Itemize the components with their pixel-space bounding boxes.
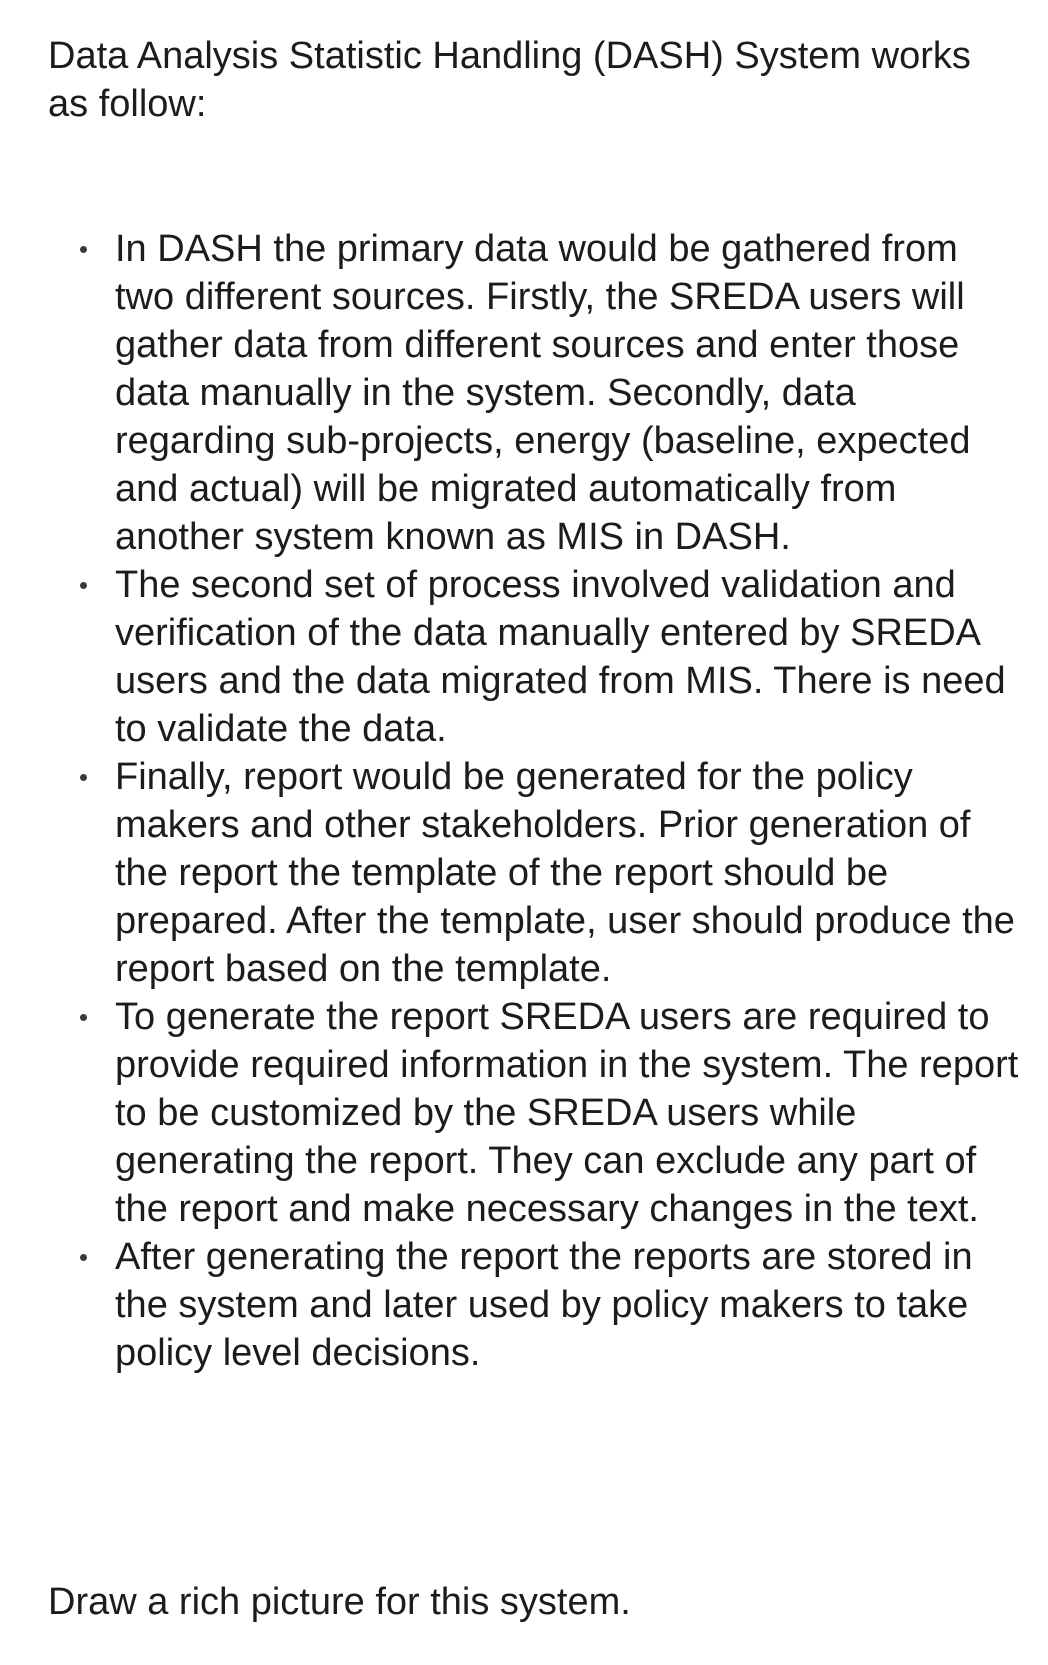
list-item [0,225,1020,561]
list-item [0,561,1020,753]
list-item-text: The second set of process involved validation and verification of the data manually entered by SREDA users and the data migrated from MIS. There is need to validate the data. [115,564,1006,750]
list-item [0,993,1020,1233]
bullet-list [0,225,1048,1377]
list-item-text: To generate the report SREDA users are required to provide required information in the system. The report to be customized by the SREDA users while generating the report. They can exclude any part of the report and make necessary changes in the text. [115,996,1019,1230]
bullet-dot-icon [80,774,87,781]
list-item-text: In DASH the primary data would be gathered from two different sources. Firstly, the SREDA users will gather data from different sources and enter those data manually in the system. Secondly, data regarding sub-projects, energy (baseline, expected and actual) will be migrated automatically from another system known as MIS in DASH. [115,228,971,558]
list-item-text: After generating the report the reports are stored in the system and later used by policy makers to take policy level decisions. [115,1236,973,1374]
list-item [0,753,1020,993]
list-item-text: Finally, report would be generated for the policy makers and other stakeholders. Prior generation of the report the template of the report should be prepared. After the template, user should produce the report based on the template. [115,756,1015,990]
closing-instruction: Draw a rich picture for this system. [48,1581,631,1623]
bullet-dot-icon [80,582,87,589]
bullet-dot-icon [80,246,87,253]
bullet-dot-icon [80,1254,87,1261]
list-item [0,1233,1020,1377]
bullet-dot-icon [80,1014,87,1021]
intro-paragraph: Data Analysis Statistic Handling (DASH) System works as follow: [48,35,971,125]
